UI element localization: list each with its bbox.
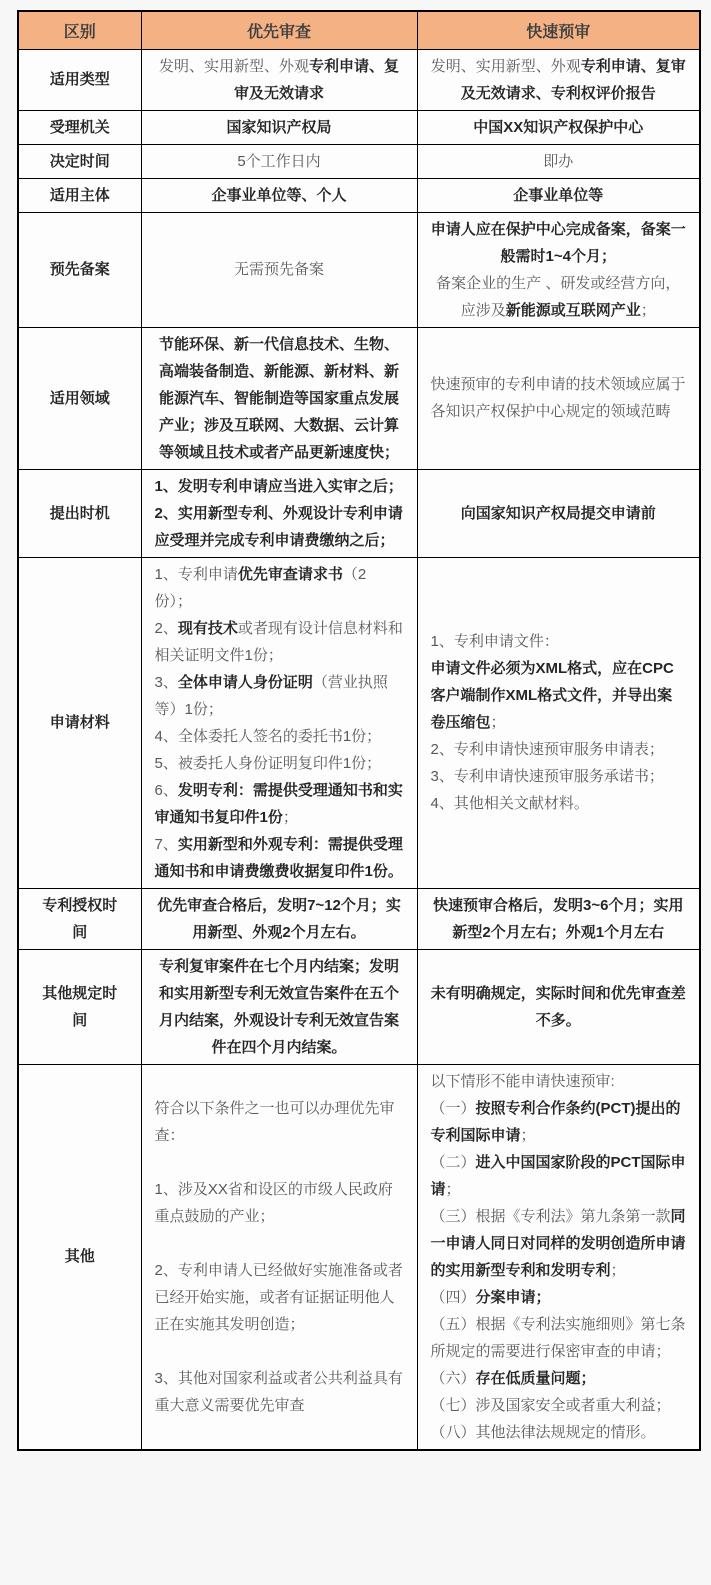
- text-segment-bold: 分案申请；: [475, 1288, 551, 1306]
- paragraph: [155, 1338, 404, 1365]
- table-row-applicable-subject: [18, 178, 700, 212]
- paragraph: [155, 831, 404, 885]
- text-segment-bold: 实用新型和外观专利：需提供受理通知书和申请费缴费收据复印件1份。: [154, 835, 403, 880]
- paragraph: [155, 615, 404, 669]
- cell-pre-filing-record-rapid-preexam: [417, 212, 700, 327]
- table-row-accepting-authority: [18, 110, 700, 144]
- text-segment: 6、: [154, 781, 178, 799]
- cell-application-materials-rapid-preexam: [417, 557, 700, 888]
- text-segment: 2、专利申请人已经做好实施准备或者已经开始实施，或者有证据证明他人正在实施其发明创造；: [154, 1261, 403, 1333]
- text-segment: 5个工作日内: [237, 152, 321, 170]
- text-segment-bold: 按照专利合作条约(PCT)提出的专利国际申请: [430, 1099, 681, 1144]
- text-segment: 4、全体委托人签名的委托书1份；: [154, 727, 382, 745]
- text-segment: （一）: [430, 1099, 476, 1117]
- text-segment: （四）: [430, 1288, 476, 1306]
- text-segment-bold: 节能环保、新一代信息技术、生物、高端装备制造、新能源、新材料、新能源汽车、智能制造等国家重点发展产业；涉及互联网、大数据、云计算等领域且技术或者产品更新速度快；: [158, 335, 399, 461]
- cell-accepting-authority-rapid-preexam: [417, 110, 700, 144]
- text-segment-bold: 存在低质量问题；: [475, 1369, 596, 1387]
- paragraph: [431, 182, 687, 209]
- paragraph: [431, 1365, 687, 1392]
- text-segment: ；: [610, 1261, 626, 1279]
- text-segment-bold: 优先审查请求书: [237, 565, 343, 583]
- paragraph: [155, 1230, 404, 1257]
- paragraph: [155, 114, 404, 141]
- paragraph: [155, 561, 404, 615]
- cell-decision-time-priority-exam: [141, 144, 417, 178]
- cell-grant-time-priority-exam: [141, 888, 417, 949]
- header-cell-rapid-preexam: 快速预审: [417, 11, 700, 49]
- text-segment-bold: 同一申请人同日对同样的发明创造所申请的实用新型专利和发明专利: [430, 1207, 686, 1279]
- header-cell-priority-exam: 优先审查: [141, 11, 417, 49]
- text-segment-bold: 现有技术: [177, 619, 238, 637]
- paragraph: [431, 980, 687, 1034]
- text-segment-bold: 企事业单位等: [513, 186, 604, 204]
- paragraph: [155, 1176, 404, 1230]
- text-segment: （三）根据《专利法》第九条第一款: [430, 1207, 671, 1225]
- paragraph: [155, 148, 404, 175]
- paragraph: [155, 953, 404, 1061]
- text-segment: 发明、实用新型、外观: [430, 57, 581, 75]
- row-label-apply-type: 适用类型: [18, 49, 141, 110]
- text-segment-bold: 发明专利：需提供受理通知书和实审通知书复印件1份: [154, 781, 403, 826]
- cell-grant-time-rapid-preexam: [417, 888, 700, 949]
- paragraph: [431, 53, 687, 107]
- text-segment: 以下情形不能申请快速预审:: [430, 1072, 615, 1090]
- text-segment: 3、其他对国家利益或者公共利益具有重大意义需要优先审查: [154, 1369, 403, 1414]
- text-segment: ；: [520, 1126, 536, 1144]
- row-label-other-specified-time: 其他规定时间: [18, 949, 141, 1064]
- text-segment: 快速预审的专利申请的技术领域应属于各知识产权保护中心规定的领域范畴: [430, 376, 686, 420]
- paragraph: [431, 1068, 687, 1095]
- text-segment: （五）根据《专利法实施细则》第七条所规定的需要进行保密审查的申请；: [430, 1315, 686, 1360]
- text-segment-bold: 新能源或互联网产业: [505, 301, 641, 319]
- paragraph: [155, 1365, 404, 1419]
- text-segment-bold: 1、发明专利申请应当进入实审之后；: [154, 477, 403, 495]
- text-segment: 3、: [154, 673, 178, 691]
- text-segment: 1、涉及XX省和设区的市级人民政府重点鼓励的产业；: [154, 1180, 393, 1225]
- text-segment: （二）: [430, 1153, 476, 1171]
- text-segment: （七）涉及国家安全或者重大利益；: [430, 1396, 671, 1414]
- text-segment: ；: [640, 301, 656, 319]
- paragraph: [155, 1095, 404, 1149]
- text-segment: （2份）；: [154, 565, 367, 610]
- paragraph: [431, 1311, 687, 1365]
- paragraph: [431, 763, 687, 790]
- table-row-pre-filing-record: [18, 212, 700, 327]
- text-segment-bold: 专利申请、复审及无效请求、专利权评价报告: [460, 57, 686, 102]
- paragraph: [431, 1419, 687, 1446]
- text-segment: 4、其他相关文献材料。: [430, 795, 589, 812]
- header-row: [18, 11, 700, 49]
- row-label-grant-time: 专利授权时间: [18, 888, 141, 949]
- paragraph: [431, 628, 687, 655]
- cell-decision-time-rapid-preexam: [417, 144, 700, 178]
- paragraph: [431, 371, 687, 425]
- row-label-other: 其他: [18, 1064, 141, 1450]
- text-segment-bold: 申请人应在保护中心完成备案，备案一般需时1~4个月；: [430, 220, 686, 265]
- text-segment-bold: 专利复审案件在七个月内结案；发明和实用新型专利无效宣告案件在五个月内结案，外观设计专利无效宣告案件在四个月内结案。: [158, 957, 399, 1056]
- row-label-applicable-subject: 适用主体: [18, 178, 141, 212]
- text-segment: 或者现有设计信息材料和相关证明文件1份；: [154, 619, 403, 664]
- text-segment-bold: 2、实用新型专利、外观设计专利申请应受理并完成专利申请费缴纳之后；: [154, 504, 403, 549]
- paragraph: [431, 114, 687, 141]
- text-segment-bold: 优先审查合格后，发明7~12个月；实用新型、外观2个月左右。: [157, 896, 401, 941]
- cell-applicable-subject-priority-exam: [141, 178, 417, 212]
- text-segment-bold: 快速预审合格后，发明3~6个月；实用新型2个月左右；外观1个月左右: [433, 896, 684, 941]
- comparison-table: [17, 10, 701, 1451]
- paragraph: [431, 736, 687, 763]
- paragraph: [431, 655, 687, 736]
- text-segment: 符合以下条件之一也可以办理优先审查：: [154, 1099, 395, 1144]
- cell-application-materials-priority-exam: [141, 557, 417, 888]
- text-segment: 即办: [543, 152, 574, 170]
- text-segment-bold: 中国XX知识产权保护中心: [473, 118, 644, 136]
- text-segment-bold: 向国家知识产权局提交申请前: [460, 504, 656, 522]
- text-segment: 3、专利申请快速预审服务承诺书；: [430, 768, 664, 785]
- text-segment-bold: 未有明确规定，实际时间和优先审查差不多。: [430, 984, 686, 1029]
- paragraph: [431, 1284, 687, 1311]
- cell-other-rapid-preexam: [417, 1064, 700, 1450]
- paragraph: [155, 669, 404, 723]
- table-row-application-materials: [18, 557, 700, 888]
- row-label-application-materials: 申请材料: [18, 557, 141, 888]
- table-row-filing-timing: [18, 469, 700, 557]
- paragraph: [155, 723, 404, 750]
- text-segment-bold: 专利申请、复审及无效请求: [233, 57, 400, 102]
- cell-apply-type-rapid-preexam: [417, 49, 700, 110]
- text-segment-bold: 国家知识产权局: [226, 118, 332, 136]
- cell-filing-timing-rapid-preexam: [417, 469, 700, 557]
- text-segment: 2、专利申请快速预审服务申请表；: [430, 741, 664, 758]
- paragraph: [431, 1095, 687, 1149]
- cell-apply-type-priority-exam: [141, 49, 417, 110]
- text-segment: 1、专利申请: [154, 565, 238, 583]
- row-label-pre-filing-record: 预先备案: [18, 212, 141, 327]
- row-label-accepting-authority: 受理机关: [18, 110, 141, 144]
- paragraph: [431, 1149, 687, 1203]
- text-segment-bold: 企事业单位等、个人: [211, 186, 347, 204]
- paragraph: [431, 1203, 687, 1284]
- header-cell-category: 区别: [18, 11, 141, 49]
- paragraph: [431, 270, 687, 324]
- row-label-decision-time: 决定时间: [18, 144, 141, 178]
- text-segment: 1、专利申请文件：: [430, 633, 559, 650]
- text-segment: （六）: [430, 1369, 476, 1387]
- table-row-other: [18, 1064, 700, 1450]
- text-segment: 2、: [154, 619, 178, 637]
- paragraph: [155, 53, 404, 107]
- text-segment: 备案企业的生产 、研发或经营方向，应涉及: [436, 274, 681, 319]
- cell-filing-timing-priority-exam: [141, 469, 417, 557]
- table-row-other-specified-time: [18, 949, 700, 1064]
- cell-other-specified-time-priority-exam: [141, 949, 417, 1064]
- cell-other-priority-exam: [141, 1064, 417, 1450]
- paragraph: [155, 1257, 404, 1338]
- paragraph: [431, 216, 687, 270]
- text-segment: 7、: [154, 835, 178, 853]
- paragraph: [155, 473, 404, 500]
- paragraph: [431, 148, 687, 175]
- cell-applicable-field-priority-exam: [141, 327, 417, 469]
- table-row-decision-time: [18, 144, 700, 178]
- text-segment: ；: [445, 1180, 461, 1198]
- table-row-grant-time: [18, 888, 700, 949]
- text-segment-bold: 全体申请人身份证明: [177, 673, 313, 691]
- paragraph: [155, 750, 404, 777]
- text-segment: （八）其他法律法规规定的情形。: [430, 1423, 656, 1441]
- text-segment-bold: 进入中国国家阶段的PCT国际申请: [430, 1153, 686, 1198]
- table-row-applicable-field: [18, 327, 700, 469]
- row-label-filing-timing: 提出时机: [18, 469, 141, 557]
- text-segment: ；: [490, 714, 506, 731]
- cell-accepting-authority-priority-exam: [141, 110, 417, 144]
- cell-other-specified-time-rapid-preexam: [417, 949, 700, 1064]
- paragraph: [155, 331, 404, 466]
- paragraph: [155, 777, 404, 831]
- text-segment: （营业执照等）1份；: [154, 673, 388, 718]
- table-body: [18, 49, 700, 1450]
- paragraph: [431, 500, 687, 527]
- text-segment: 无需预先备案: [233, 261, 324, 278]
- paragraph: [155, 256, 404, 283]
- paragraph: [431, 1392, 687, 1419]
- text-segment: ；: [282, 808, 298, 826]
- text-segment: 5、被委托人身份证明复印件1份；: [154, 754, 382, 772]
- paragraph: [155, 182, 404, 209]
- table-row-apply-type: [18, 49, 700, 110]
- paragraph: [431, 790, 687, 817]
- paragraph: [155, 892, 404, 946]
- cell-applicable-subject-rapid-preexam: [417, 178, 700, 212]
- text-segment-bold: 申请文件必须为XML格式，应在CPC客户端制作XML格式文件，并导出案卷压缩包: [430, 660, 674, 731]
- paragraph: [155, 1149, 404, 1176]
- text-segment: 发明、实用新型、外观: [158, 57, 309, 75]
- paragraph: [155, 500, 404, 554]
- cell-applicable-field-rapid-preexam: [417, 327, 700, 469]
- paragraph: [431, 892, 687, 946]
- cell-pre-filing-record-priority-exam: [141, 212, 417, 327]
- row-label-applicable-field: 适用领域: [18, 327, 141, 469]
